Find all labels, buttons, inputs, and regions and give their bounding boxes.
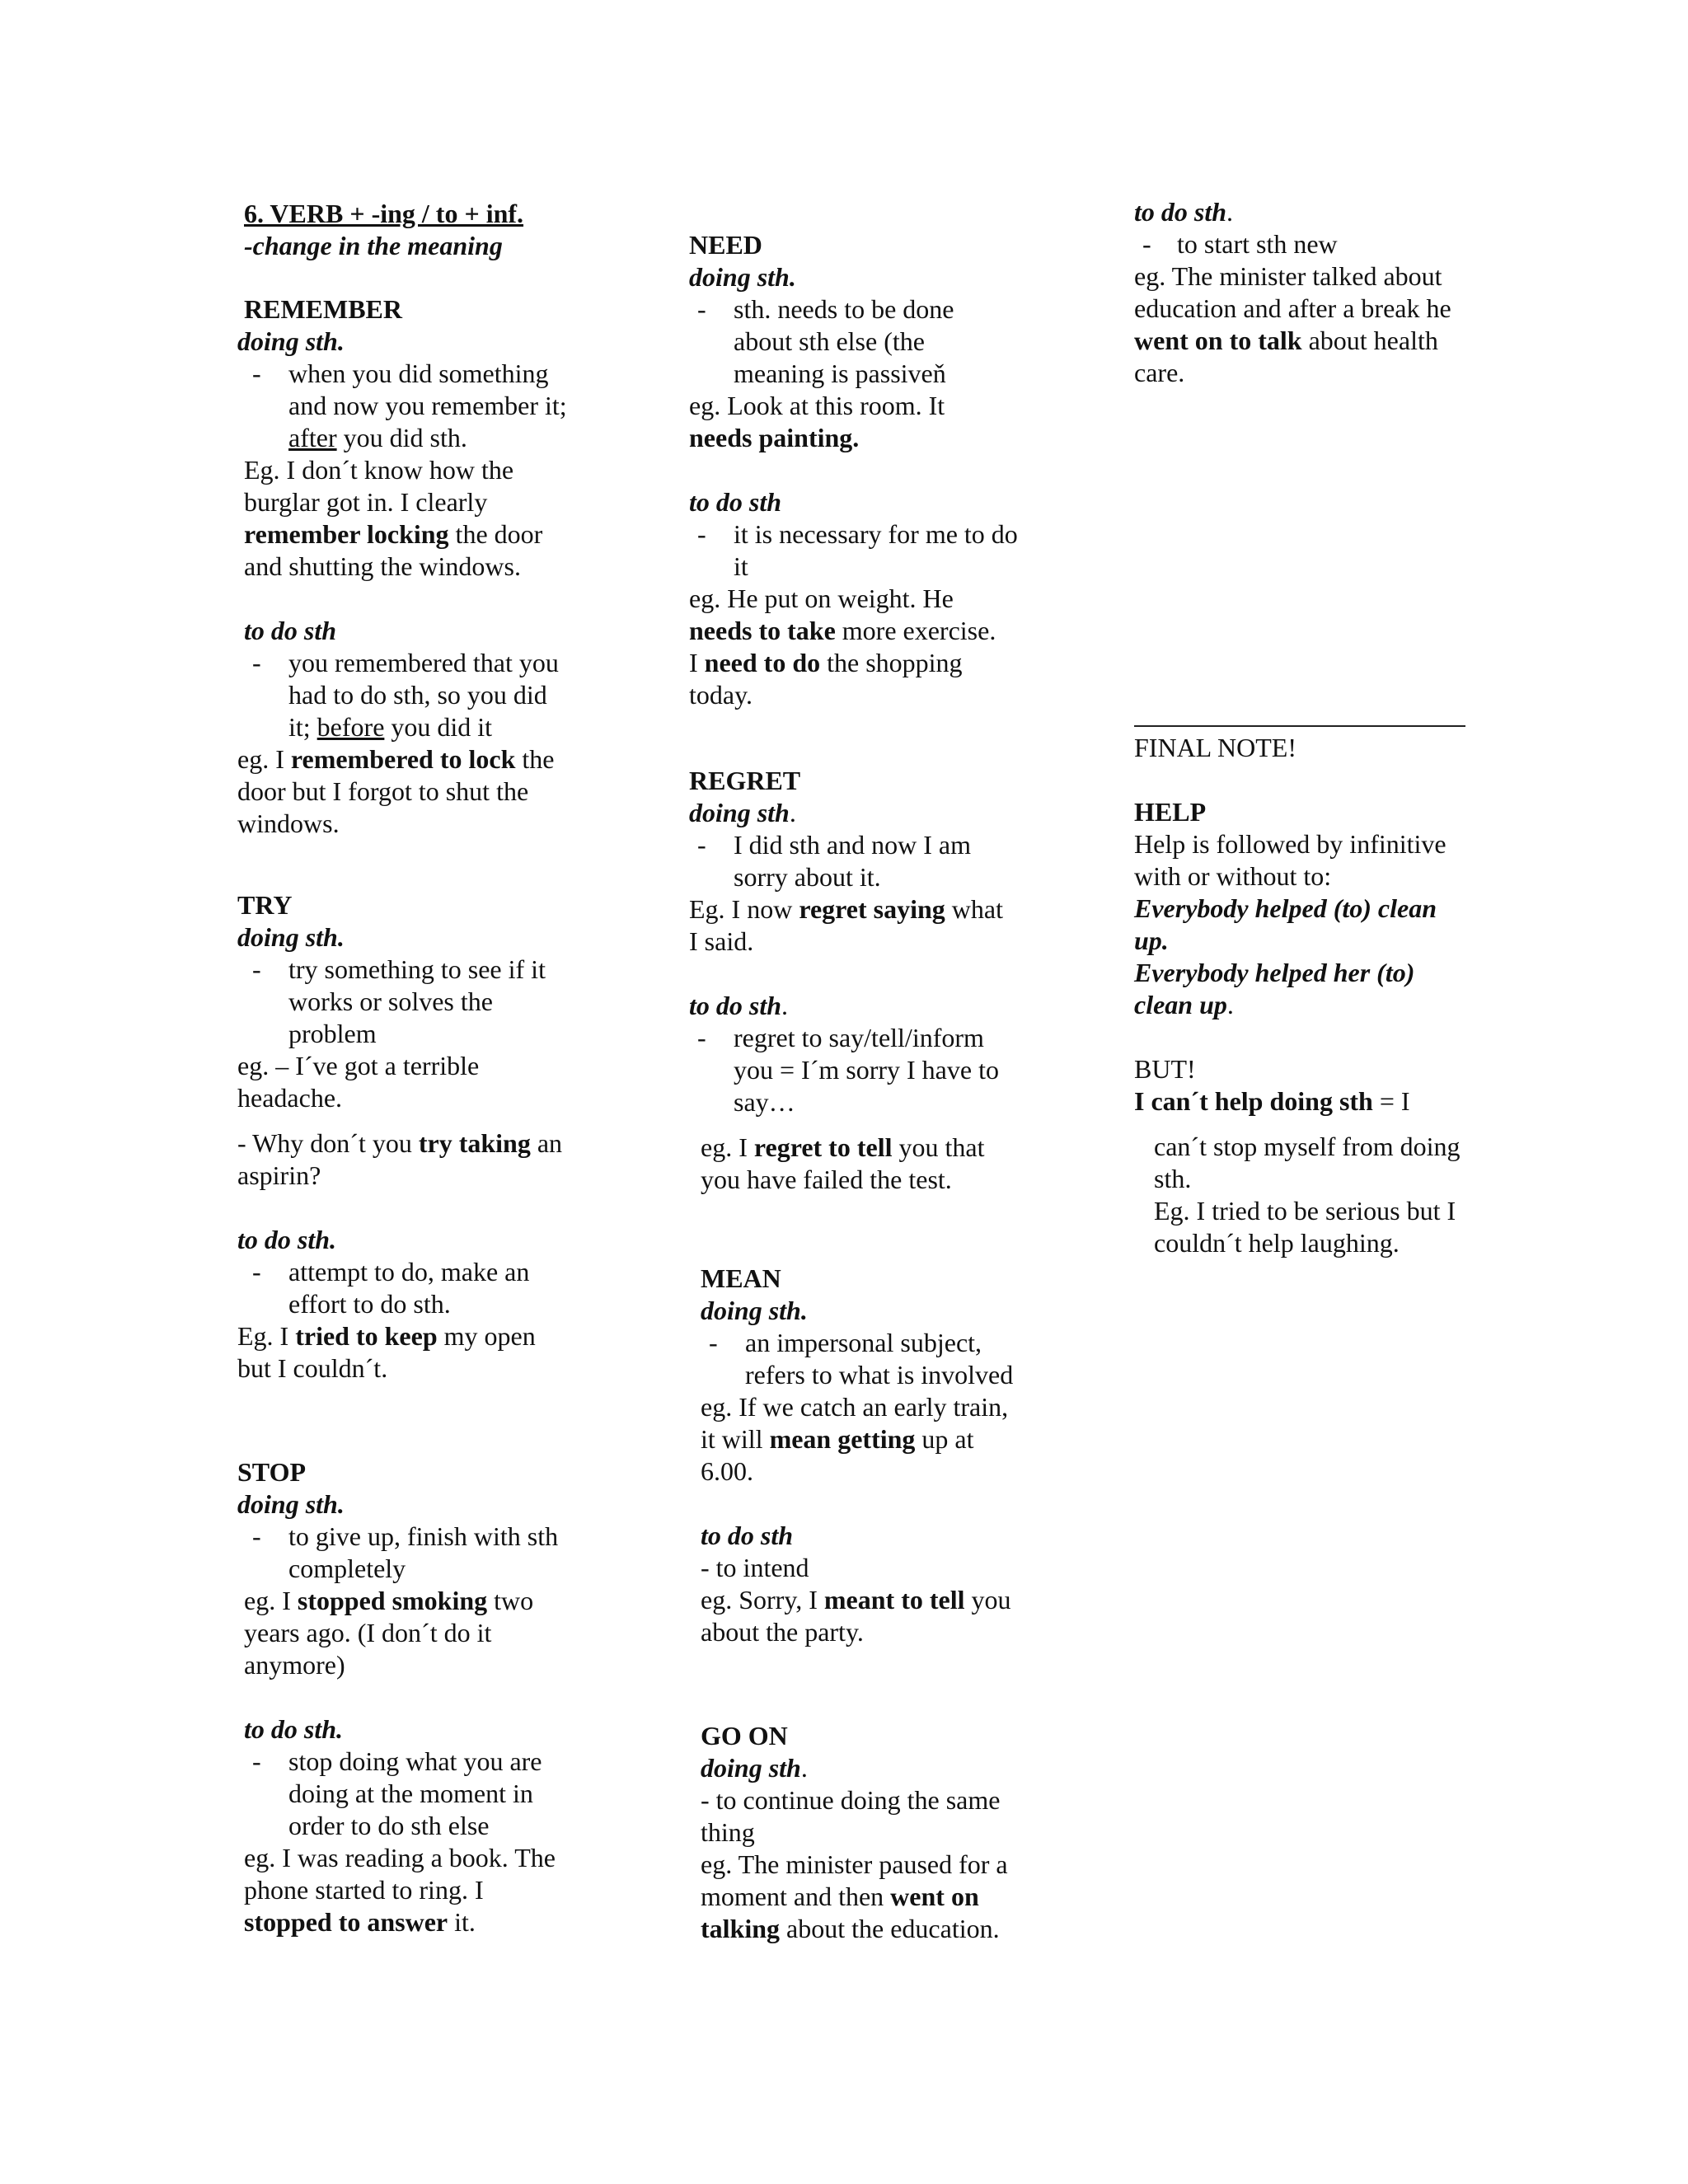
goon-todo-label: to do sth xyxy=(1134,197,1227,227)
title-block xyxy=(244,198,631,262)
list-item: - sth. needs to be done about sth else (the meaning is passiveň xyxy=(697,294,954,388)
list-item: - to give up, finish with sth completely xyxy=(252,1521,559,1583)
need-doing-label: doing sth. xyxy=(689,262,796,292)
divider-line xyxy=(1134,725,1465,727)
list-item: - an impersonal subject, refers to what is involved xyxy=(709,1328,1014,1390)
list-item: - it is necessary for me to do it xyxy=(697,519,1018,581)
try-todo-label: to do sth. xyxy=(237,1225,337,1254)
heading-regret: REGRET xyxy=(689,766,801,795)
heading-help: HELP xyxy=(1134,797,1207,827)
heading-remember: REMEMBER xyxy=(244,294,402,324)
stop-todo-label: to do sth. xyxy=(244,1714,344,1744)
try-doing-label: doing sth. xyxy=(237,922,345,952)
final-note-label: FINAL NOTE! xyxy=(1134,733,1296,762)
heading-mean: MEAN xyxy=(701,1263,781,1293)
heading-need: NEED xyxy=(689,230,762,260)
section-go-on: GO ON doing sth. - to continue doing the same thing eg. The minister paused for a moment and then went on talking about the education. xyxy=(701,1720,1088,1945)
regret-doing-label: doing sth xyxy=(689,798,790,827)
section-remember: REMEMBER doing sth. - when you did something and now you remember it; after you did sth. Eg. I don´t know how the burglar got in. I clearly remember locking the door and shutting the windows. to do sth - you remembered that you had to do sth, so you did it; before you did it eg. I remembered to lock the door but I forgot to shut the windows. xyxy=(244,293,640,840)
need-todo-label: to do sth xyxy=(689,487,782,517)
list-item: - you remembered that you had to do sth, so you did it; before you did it xyxy=(252,648,559,742)
section-go-on-continued: to do sth. - to start sth new eg. The minister talked about education and after a break he went on to talk about health care. xyxy=(1134,196,1530,389)
heading-go-on: GO ON xyxy=(701,1721,788,1750)
section-mean: MEAN doing sth. - an impersonal subject, refers to what is involved eg. If we catch an early train, it will mean getting up at 6.00. to do sth - to intend eg. Sorry, I meant to tell you about the party. xyxy=(701,1263,1088,1648)
list-item: - stop doing what you are doing at the moment in order to do sth else xyxy=(252,1746,542,1840)
but-label: BUT! xyxy=(1134,1054,1196,1084)
mean-doing-label: doing sth. xyxy=(701,1296,808,1325)
section-need: NEED doing sth. - sth. needs to be done about sth else (the meaning is passiveň eg. Look at this room. It needs painting. to do sth - it is necessary for me to do it eg. He put on weight. He needs to take more exercise. I need to do the shopping today. xyxy=(689,229,1068,711)
list-item: - attempt to do, make an effort to do sth. xyxy=(252,1257,530,1319)
list-item: - I did sth and now I am sorry about it. xyxy=(697,830,971,892)
section-try: TRY doing sth. - try something to see if it works or solves the problem eg. – I´ve got a terrible headache. - Why don´t you try taking an aspirin? to do sth. - attempt to do, make an effort to do sth. Eg. I tried to keep my open but I couldn´t. xyxy=(237,889,633,1385)
stop-doing-label: doing sth. xyxy=(237,1489,345,1519)
list-item: - regret to say/tell/inform you = I´m sorry I have to say… xyxy=(697,1023,999,1117)
mean-todo-label: to do sth xyxy=(701,1521,794,1550)
goon-doing-label: doing sth xyxy=(701,1753,801,1783)
list-item: - to start sth new xyxy=(1142,229,1338,259)
heading-stop: STOP xyxy=(237,1457,306,1487)
heading-try: TRY xyxy=(237,890,293,920)
list-item: - when you did something and now you remember it; after you did sth. xyxy=(252,359,567,452)
page-subtitle: -change in the meaning xyxy=(244,231,503,260)
remember-doing-label: doing sth. xyxy=(237,326,345,356)
page-title: 6. VERB + -ing / to + inf. xyxy=(244,199,524,228)
list-item: - try something to see if it works or solves the problem xyxy=(252,954,546,1048)
regret-todo-label: to do sth xyxy=(689,991,782,1020)
section-final-note: FINAL NOTE! HELP Help is followed by infinitive with or without to: Everybody helped (to) clean up. Everybody helped her (to) clean up. BUT! I can´t help doing sth = I can´t stop myself from doing sth. Eg. I tried to be serious but I couldn´t help laughing. xyxy=(1134,732,1530,1259)
section-regret: REGRET doing sth. - I did sth and now I am sorry about it. Eg. I now regret saying what I said. to do sth. - regret to say/tell/inform you = I´m sorry I have to say… eg. I regret to tell you that you have failed the test. xyxy=(689,765,1076,1196)
section-stop: STOP doing sth. - to give up, finish with sth completely eg. I stopped smoking two years ago. (I don´t do it anymore) to do sth. - stop doing what you are doing at the moment in order to do sth else eg. I was reading a book. The phone started to ring. I stopped to answer it. xyxy=(237,1456,633,1938)
remember-todo-label: to do sth xyxy=(244,616,337,645)
